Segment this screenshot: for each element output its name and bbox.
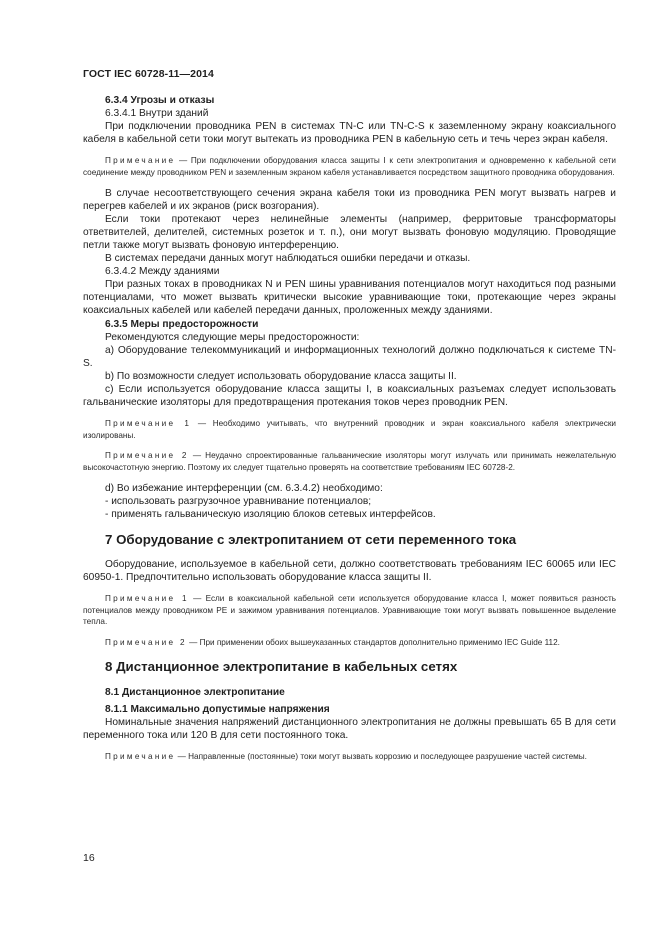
note <box>83 155 616 178</box>
paragraph: Если токи протекают через нелинейные элементы (например, ферритовые трансформаторы ответвителей, делителей, системных розеток и т. п.), они могут вызвать фоновую модуляцию. Проводящие петли также могут вызвать фоновую интерференцию. <box>83 213 616 251</box>
list-item: d) Во избежание интерференции (см. 6.3.4.2) необходимо: <box>105 482 383 494</box>
note <box>83 593 616 628</box>
section-heading-8-1-1: 8.1.1 Максимально допустимые напряжения <box>105 703 330 715</box>
note-label: Примечание <box>105 751 176 761</box>
subsection-heading-6-3-4-2: 6.3.4.2 Между зданиями <box>105 266 220 278</box>
list-item: - использовать разгрузочное уравнивание потенциалов; <box>105 495 372 507</box>
page-content <box>83 94 616 771</box>
subsection-heading-6-3-4-1: 6.3.4.1 Внутри зданий <box>105 108 209 120</box>
note-text: — При применении обоих вышеуказанных стандартов дополнительно применимо IEC Guide 112. <box>186 637 560 647</box>
note-label: Примечание 2 <box>105 637 187 647</box>
list-item: b) По возможности следует использовать оборудование класса защиты II. <box>105 370 457 382</box>
section-heading-8-1: 8.1 Дистанционное электропитание <box>105 686 285 698</box>
note-label: Примечание <box>105 156 176 166</box>
paragraph: Оборудование, используемое в кабельной сети, должно соответствовать требованиям IEC 60065 или IEC 60950-1. Предпочтительно использовать оборудование класса защиты II. <box>83 558 616 583</box>
paragraph: При подключении проводника PEN в системах TN-C или TN-C-S к заземленному экрану коаксиального кабеля в кабельной сети токи могут вытекать из проводника PEN в кабельную сеть и течь через экран кабеля. <box>83 121 616 146</box>
chapter-heading-8: 8 Дистанционное электропитание в кабельных сетях <box>105 659 458 675</box>
list-item: c) Если используется оборудование класса защиты I, в коаксиальных разъемах следует использовать гальванические изоляторы для предотвращения протекания токов через проводник PEN. <box>83 383 616 409</box>
note-label: Примечание 1 <box>105 594 189 604</box>
note <box>83 418 616 441</box>
note-label: Примечание 1 <box>105 419 192 429</box>
paragraph: Рекомендуются следующие меры предосторожности: <box>105 331 360 343</box>
paragraph: Номинальные значения напряжений дистанционного электропитания не должны превышать 65 В для сети переменного тока или 120 В для сети постоянного тока. <box>83 716 616 741</box>
note-text: — Направленные (постоянные) токи могут вызвать коррозию и последующее разрушение частей системы. <box>175 751 587 761</box>
note-text: — Если в коаксиальной кабельной сети используется оборудование класса I, может появиться разность потенциалов между проводником PE и зажимом уравнивания потенциалов. Уравнивающие токи могут вызвать повышенное выделение тепла. <box>83 594 616 627</box>
section-heading-6-3-4: 6.3.4 Угрозы и отказы <box>105 95 215 106</box>
document-header: ГОСТ IEC 60728-11—2014 <box>83 68 214 80</box>
paragraph: В случае несоответствующего сечения экрана кабеля токи из проводника PEN могут вызвать нагрев и перегрев кабелей и их экранов (риск возгорания). <box>83 187 616 212</box>
paragraph: При разных токах в проводниках N и PEN шины уравнивания потенциалов могут находиться под разными потенциалами, что может вызвать критически высокие уравнивающие токи, протекающие через экраны коаксиальных кабелей или кабелей передачи данных, проложенных между зданиями. <box>83 279 616 317</box>
list-item: - применять гальваническую изоляцию блоков сетевых интерфейсов. <box>105 508 436 520</box>
note <box>83 751 616 763</box>
note-text: — Неудачно спроектированные гальванические изоляторы могут излучать или принимать нежелательную высокочастотную энергию. Поэтому их следует тщательно проверять на соответствие требованиям IEC 60728-2. <box>83 451 616 472</box>
paragraph: В системах передачи данных могут наблюдаться ошибки передачи и отказы. <box>105 253 471 265</box>
chapter-heading-7: 7 Оборудование с электропитанием от сети переменного тока <box>105 531 517 547</box>
note-label: Примечание 2 <box>105 451 189 461</box>
note-text: — Необходимо учитывать, что внутренний проводник и экран коаксиального кабеля электрически изолированы. <box>83 419 616 440</box>
note-text: — При подключении оборудования класса защиты I к сети электропитания и одновременно к кабельной сети соединение между проводником PEN и заземленным экраном кабеля устанавливается посредством защитного проводника оборудования. <box>83 156 616 177</box>
list-item: a) Оборудование телекоммуникаций и информационных технологий должно подключаться к системе TN-S. <box>83 344 616 369</box>
note <box>83 637 616 649</box>
note <box>83 450 616 473</box>
page-number: 16 <box>83 852 95 864</box>
section-heading-6-3-5: 6.3.5 Меры предосторожности <box>105 318 259 330</box>
